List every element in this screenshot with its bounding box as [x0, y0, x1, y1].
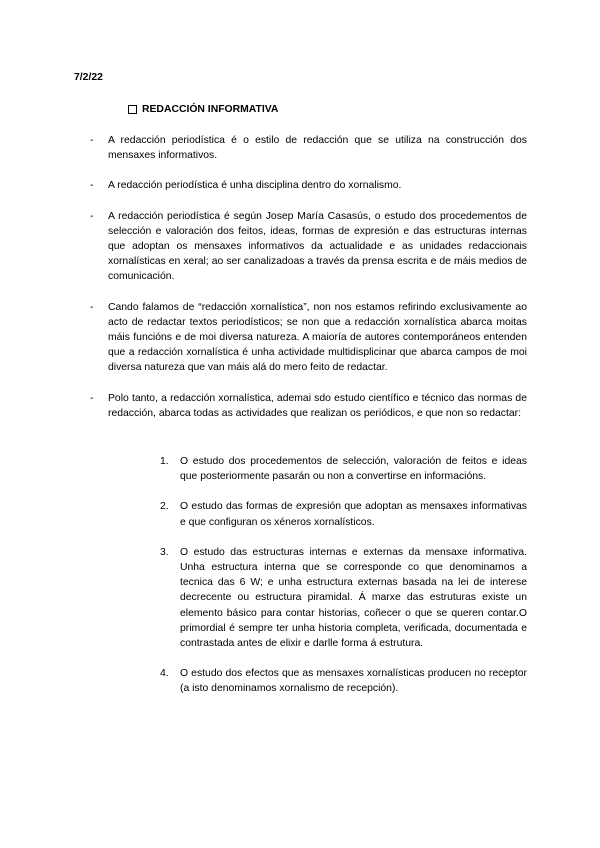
bullet-marker: - [90, 135, 94, 146]
bullet-marker: - [90, 301, 94, 313]
item-number: 3. [160, 546, 169, 558]
item-number: 4. [160, 668, 169, 680]
bullet-text: Polo tanto, a redacción xornalística, ademai sdo estudo científico e técnico das normas de redacción, abarca todas as actividades que realizan os periódicos, e que non so redactar: [108, 392, 527, 419]
bullet-list [90, 133, 527, 436]
item-number: 1. [160, 456, 169, 467]
item-text: O estudo das formas de expresión que adoptan as mensaxes informativas e que configuran os xéneros xornalísticos. [180, 501, 527, 528]
bullet-text: A redacción periodística é o estilo de redacción que se utiliza na construcción dos mensaxes informativos. [108, 135, 527, 162]
bullet-marker: - [90, 392, 94, 404]
numbered-list [160, 454, 527, 712]
list-item [90, 300, 527, 376]
numbered-item [160, 545, 527, 651]
list-item [90, 391, 527, 421]
section-heading [128, 102, 278, 117]
numbered-item [160, 499, 527, 529]
item-text: O estudo dos efectos que as mensaxes xornalísticas producen no receptor (a isto denominamos xornalismo de recepción). [180, 668, 527, 695]
bullet-text: A redacción periodística é según Josep María Casasús, o estudo dos procedementos de selección e valoración dos feitos, ideas, formas de expresión e das estructuras internas que adoptan os mensaxes informativos da actualidade e as unidades redaccionais xornalísticas en xeral; ao ser canalizadoas a través da prensa escrita e de máis medios de comunicación. [108, 210, 527, 283]
bullet-marker: - [90, 210, 94, 222]
item-number: 2. [160, 501, 169, 513]
document-date: 7/2/22 [74, 72, 103, 83]
numbered-item [160, 454, 527, 484]
item-text: O estudo das estructuras internas e externas da mensaxe informativa. Unha estructura interna que se corresponde co que denominamos a tecnica das 6 W; e unha estructura externas basada na lei de interese decrecente ou estructura piramidal. Á marxe das estruturas existe un elemento básico para contar historias, coñecer o que se queren contar.O primordial é sempre ter unha historia completa, verificada, documentada e contrastada antes de elixir e darlle forma á estrutura. [180, 546, 527, 650]
item-text: O estudo dos procedementos de selección, valoración de feitos e ideas que posteriormente pasarán ou non a convertirse en informacións. [180, 456, 527, 483]
checkbox-icon [128, 105, 137, 114]
section-heading-text: REDACCIÓN INFORMATIVA [142, 104, 279, 115]
bullet-text: Cando falamos de “redacción xornalística”, non nos estamos refirindo exclusivamente ao acto de redactar textos periodísticos; se non que a redacción xornalística abarca moitas máis funcións e de moi diversa natureza. A maioría de autores contemporáneos entenden que a redacción xornalística é unha actividade multidisplicinar que abarca campos de moi diversa natureza que van máis alá do mero feito de redactar. [108, 301, 527, 374]
bullet-text: A redacción periodística é unha disciplina dentro do xornalismo. [108, 180, 402, 192]
list-item [90, 133, 527, 163]
list-item [90, 178, 527, 193]
list-item [90, 209, 527, 285]
bullet-marker: - [90, 180, 94, 192]
numbered-item [160, 666, 527, 696]
